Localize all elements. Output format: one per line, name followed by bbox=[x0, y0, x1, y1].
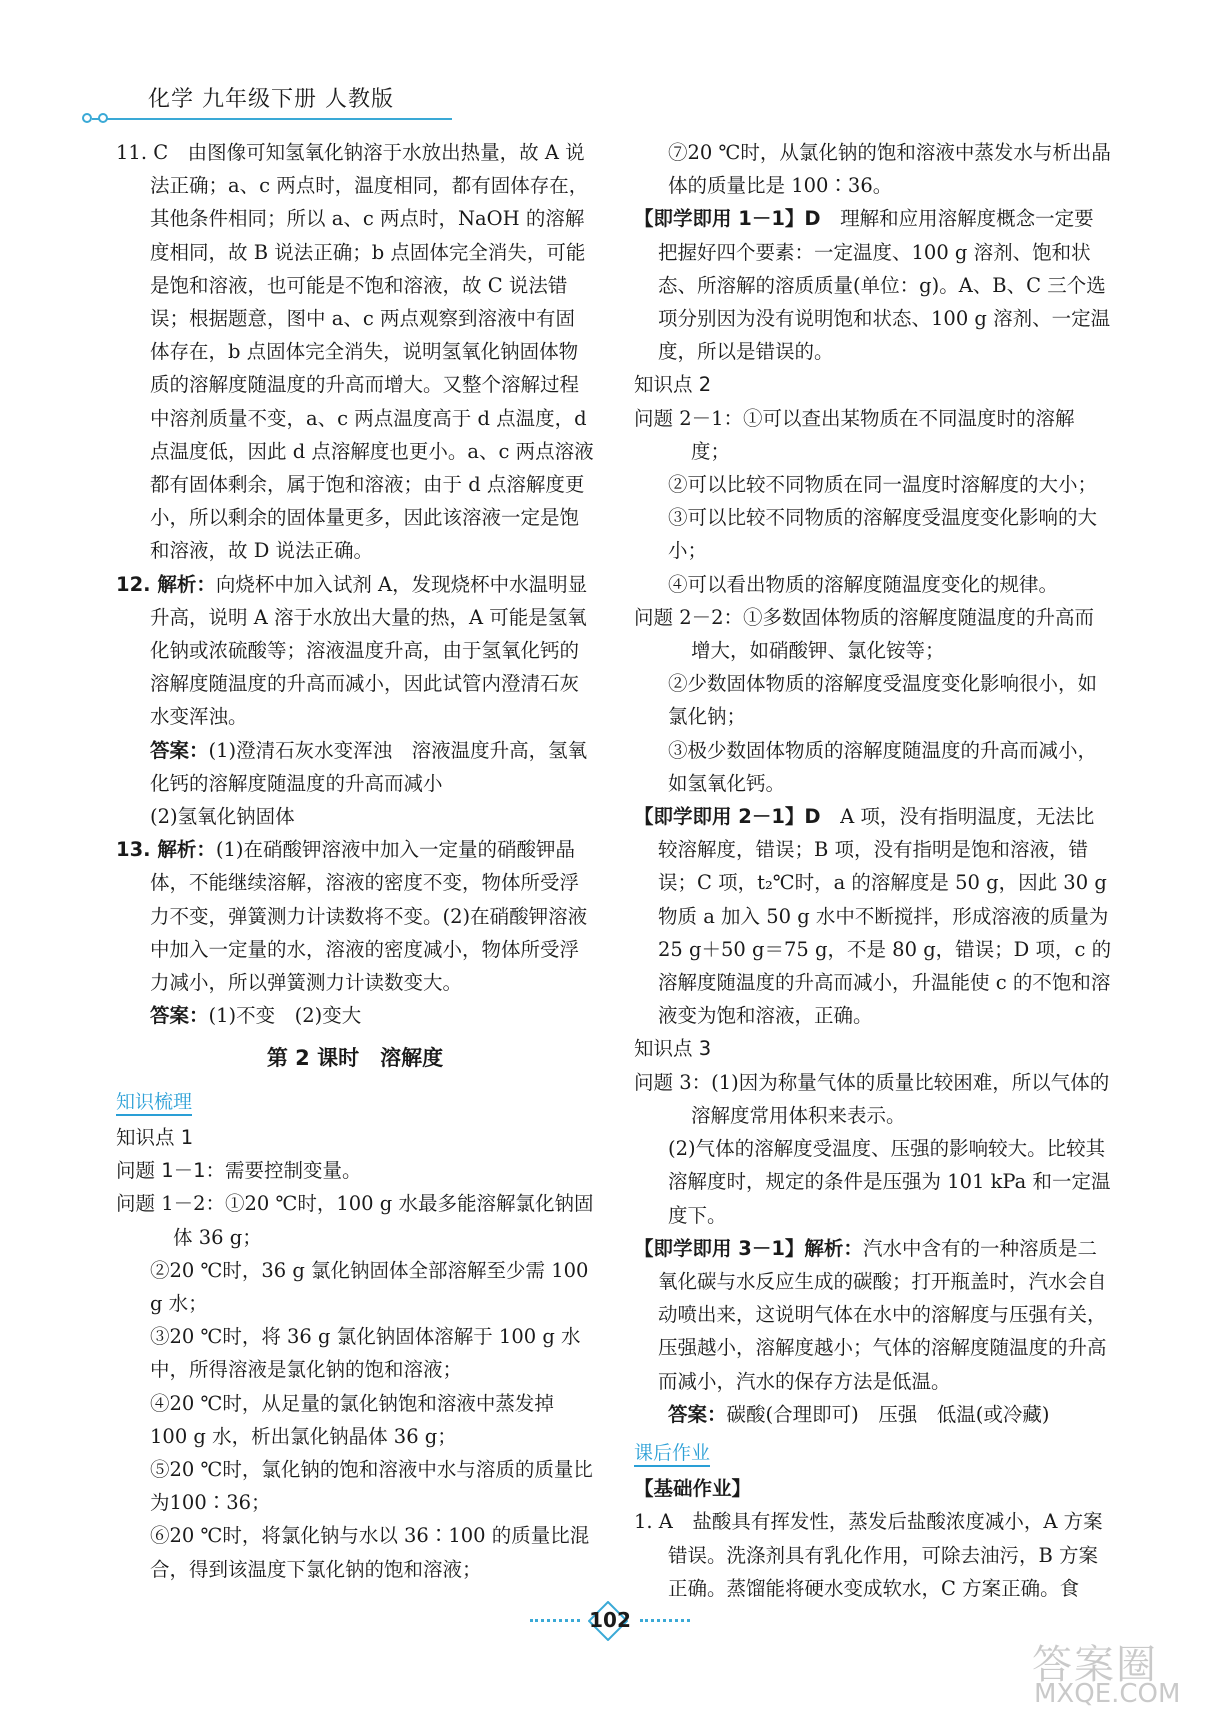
watermark-url: MXQE.COM bbox=[1034, 1679, 1181, 1709]
answer-12-key-1: 答案：(1)澄清石灰水变浑浊 溶液温度升高，氢氧化钙的溶解度随温度的升高而减小 bbox=[150, 738, 588, 795]
header-dot-icon bbox=[98, 113, 108, 123]
practice-2-1: 【即学即用 2－1】D A 项，没有指明温度，无法比较溶解度，错误；B 项，没有指明是饱和溶液，错误；C 项，t₂℃时，a 的溶解度是 50 g，因此 30 g 物质 a 加入 50 g 水中不断搅拌，形成溶液的质量为 25 g＋50 g＝75 g，不是 80 g，错误；D 项，c 的溶解度随温度的升高而减小，升温能使 c 的不饱和溶液变为饱和溶液，正确。 bbox=[634, 805, 1112, 1028]
question-1-2-g: ⑦20 ℃时，从氯化钠的饱和溶液中蒸发水与析出晶体的质量比是 100∶36。 bbox=[668, 141, 1111, 198]
question-3: 问题 3：(1)因为称量气体的质量比较困难，所以气体的溶解度常用体积来表示。 bbox=[634, 1070, 1110, 1127]
question-2-2-c: ③极少数固体物质的溶解度随温度的升高而减小，如氢氧化钙。 bbox=[668, 738, 1098, 795]
answer-12: 12. 解析：向烧杯中加入试剂 A，发现烧杯中水温明显升高，说明 A 溶于水放出大量的热，A 可能是氢氧化钠或浓硫酸等；溶液温度升高，由于氢氧化钙的溶解度随温度的升高而减小，因此试管内澄清石灰水变浑浊。 bbox=[116, 572, 588, 729]
homework-answer-1: 1. A 盐酸具有挥发性，蒸发后盐酸浓度减小，A 方案错误。洗涤剂具有乳化作用，可除去油污，B 方案正确。蒸馏能将硬水变成软水，C 方案正确。食 bbox=[634, 1510, 1103, 1600]
question-2-2-b: ②少数固体物质的溶解度受温度变化影响很小，如氯化钠； bbox=[668, 672, 1098, 729]
right-column bbox=[634, 136, 1112, 1605]
question-2-1-c: ③可以比较不同物质的溶解度受温度变化影响的大小； bbox=[668, 506, 1098, 563]
answer-12-key-2: (2)氢氧化钠固体 bbox=[150, 805, 295, 829]
practice-3-1-key: 答案：碳酸(合理即可) 压强 低温(或冷藏) bbox=[668, 1402, 1050, 1426]
section-homework: 课后作业 bbox=[634, 1437, 1112, 1470]
question-1-2-c: ③20 ℃时，将 36 g 氯化钠固体溶解于 100 g 水中，所得溶液是氯化钠的饱和溶液； bbox=[150, 1325, 581, 1382]
page-number bbox=[530, 1598, 690, 1644]
question-1-2-f: ⑥20 ℃时，将氯化钠与水以 36∶100 的质量比混合，得到该温度下氯化钠的饱和溶液； bbox=[150, 1524, 590, 1581]
knowledge-point-3: 知识点 3 bbox=[634, 1037, 712, 1061]
question-1-2-d: ④20 ℃时，从足量的氯化钠饱和溶液中蒸发掉 100 g 水，析出氯化钠晶体 36 g； bbox=[150, 1391, 554, 1448]
lesson-title: 第 2 课时 溶解度 bbox=[266, 1046, 444, 1071]
answer-13: 13. 解析：(1)在硝酸钾溶液中加入一定量的硝酸钾晶体，不能继续溶解，溶液的密度不变，物体所受浮力不变，弹簧测力计读数将不变。(2)在硝酸钾溶液中加入一定量的水，溶液的密度减小，物体所受浮力减小，所以弹簧测力计读数变大。 bbox=[116, 838, 588, 995]
question-2-1: 问题 2－1：①可以查出某物质在不同温度时的溶解度； bbox=[634, 406, 1075, 463]
practice-1-1: 【即学即用 1－1】D 理解和应用溶解度概念一定要把握好四个要素：一定温度、100 g 溶剂、饱和状态、所溶解的溶质质量(单位：g)。A、B、C 三个选项分别因为没有说明饱和状态、100 g 溶剂、一定温度，所以是错误的。 bbox=[634, 207, 1111, 364]
page-header bbox=[80, 78, 480, 128]
question-1-2-e: ⑤20 ℃时，氯化钠的饱和溶液中水与溶质的质量比为100∶36； bbox=[150, 1457, 593, 1515]
answer-11: 11. C 由图像可知氢氧化钠溶于水放出热量，故 A 说法正确；a、c 两点时，温度相同，都有固体存在，其他条件相同；所以 a、c 两点时，NaOH 的溶解度相同，故 B 说法正确；b 点固体完全消失，可能是饱和溶液，也可能是不饱和溶液，故 C 说法错误；根据题意，图中 a、c 两点观察到溶液中有固体存在，b 点固体完全消失，说明氢氧化钠固体物质的溶解度随温度的升高而增大。又整个溶解过程中溶剂质量不变，a、c 两点温度高于 d 点温度，d 点温度低，因此 d 点溶解度也更小。a、c 两点溶液都有固体剩余，属于饱和溶液；由于 d 点溶解度更小，所以剩余的固体量更多，因此该溶液一定是饱和溶液，故 D 说法正确。 bbox=[116, 141, 594, 563]
left-column bbox=[116, 136, 594, 1586]
page-number-text: 102 bbox=[589, 1608, 631, 1632]
header-dot-icon bbox=[82, 113, 92, 123]
watermark-logo bbox=[1032, 1633, 1216, 1713]
question-3-b: (2)气体的溶解度受温度、压强的影响较大。比较其溶解度时，规定的条件是压强为 101 kPa 和一定温度下。 bbox=[668, 1137, 1111, 1227]
knowledge-point-2: 知识点 2 bbox=[634, 373, 712, 397]
question-2-2: 问题 2－2：①多数固体物质的溶解度随温度的升高而增大，如硝酸钾、氯化铵等； bbox=[634, 605, 1095, 663]
header-rule bbox=[92, 118, 452, 120]
knowledge-point-1: 知识点 1 bbox=[116, 1125, 194, 1149]
question-1-1: 问题 1－1：需要控制变量。 bbox=[116, 1159, 362, 1183]
question-2-1-d: ④可以看出物质的溶解度随温度变化的规律。 bbox=[668, 572, 1059, 596]
question-1-2: 问题 1－2：①20 ℃时，100 g 水最多能溶解氯化钠固体 36 g； bbox=[116, 1192, 594, 1249]
section-knowledge: 知识梳理 bbox=[116, 1086, 594, 1119]
answer-13-key: 答案：(1)不变 (2)变大 bbox=[150, 1004, 362, 1028]
header-title: 化学 九年级下册 人教版 bbox=[148, 87, 394, 112]
question-2-1-b: ②可以比较不同物质在同一温度时溶解度的大小； bbox=[668, 473, 1098, 497]
question-1-2-b: ②20 ℃时，36 g 氯化钠固体全部溶解至少需 100 g 水； bbox=[150, 1258, 589, 1315]
watermark-main: 答案圈 bbox=[1032, 1642, 1158, 1688]
basic-homework-heading: 【基础作业】 bbox=[634, 1477, 752, 1501]
practice-3-1: 【即学即用 3－1】解析：汽水中含有的一种溶质是二氧化碳与水反应生成的碳酸；打开瓶盖时，汽水会自动喷出来，这说明气体在水中的溶解度与压强有关，压强越小，溶解度越小；气体的溶解度随温度的升高而减小，汽水的保存方法是低温。 bbox=[634, 1236, 1107, 1393]
